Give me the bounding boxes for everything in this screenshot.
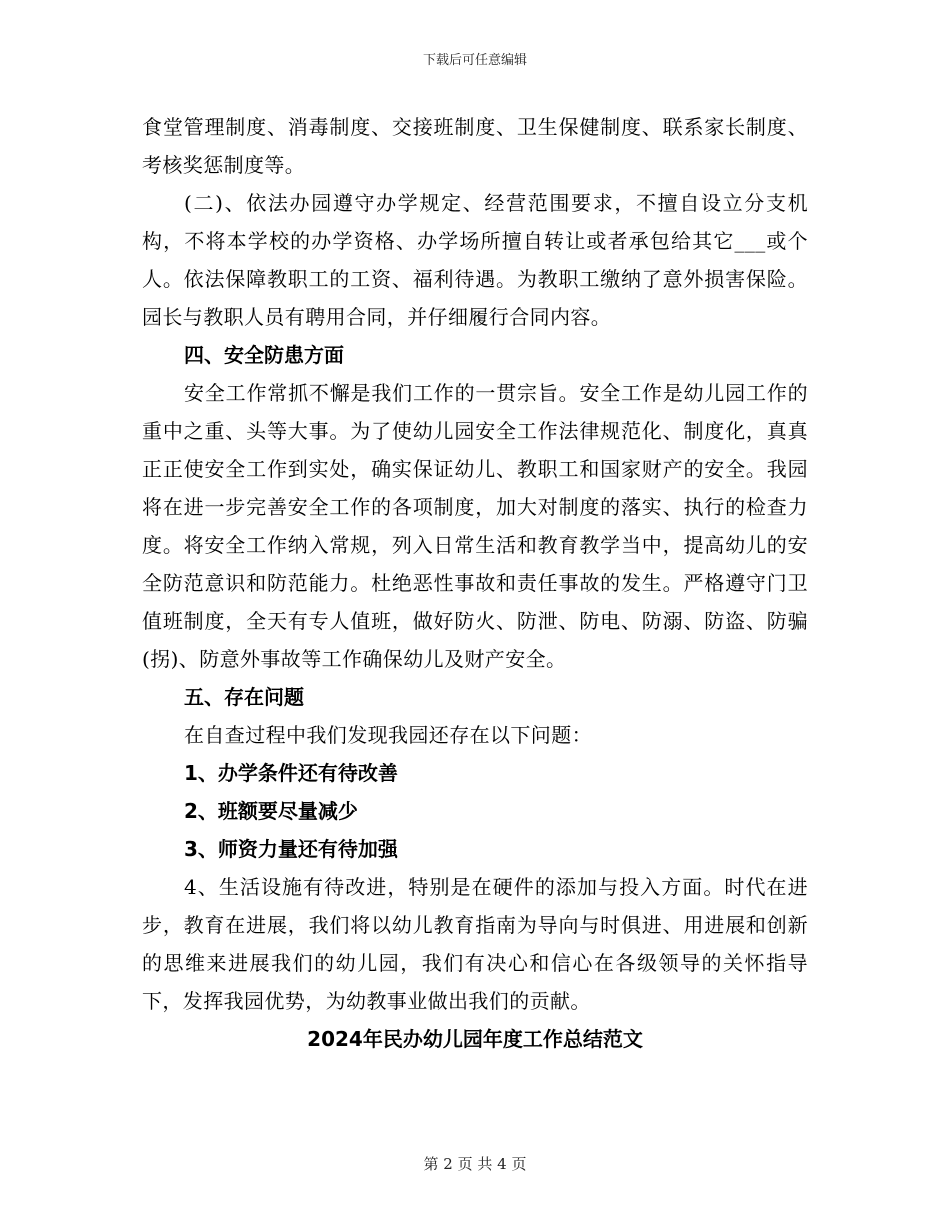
problem-item-3: 3、师资力量还有待加强	[184, 837, 398, 861]
page-footer: 第 2 页 共 4 页	[423, 1155, 527, 1173]
paragraph-rules-continued: 食堂管理制度、消毒制度、交接班制度、卫生保健制度、联系家长制度、考核奖惩制度等。	[142, 115, 808, 177]
page-header: 下载后可任意编辑	[422, 53, 527, 68]
problem-item-2: 2、班额要尽量减少	[184, 799, 358, 823]
section-heading-problems: 五、存在问题	[184, 685, 304, 709]
paragraph-problem-4: 4、生活设施有待改进，特别是在硬件的添加与投入方面。时代在进步，教育在进展，我们将以幼儿教育指南为导向与时俱进、用进展和创新的思维来进展我们的幼儿园，我们有决心和信心在各级领导的关怀指导下，发挥我园优势，为幼教事业做出我们的贡献。	[142, 875, 808, 1013]
next-document-title: 2024年民办幼儿园年度工作总结范文	[307, 1027, 643, 1051]
document-body	[142, 108, 808, 1058]
paragraph-legal-operation: (二)、依法办园遵守办学规定、经营范围要求，不擅自设立分支机构，不将本学校的办学资格、办学场所擅自转让或者承包给其它___或个人。依法保障教职工的工资、福利待遇。为教职工缴纳了意外损害保险。园长与教职人员有聘用合同，并仔细履行合同内容。	[142, 191, 808, 329]
paragraph-problems-intro: 在自查过程中我们发现我园还存在以下问题：	[184, 723, 592, 747]
paragraph-safety: 安全工作常抓不懈是我们工作的一贯宗旨。安全工作是幼儿园工作的重中之重、头等大事。为了使幼儿园安全工作法律规范化、制度化，真真正正使安全工作到实处，确实保证幼儿、教职工和国家财产的安全。我园将在进一步完善安全工作的各项制度，加大对制度的落实、执行的检查力度。将安全工作纳入常规，列入日常生活和教育教学当中，提高幼儿的安全防范意识和防范能力。杜绝恶性事故和责任事故的发生。严格遵守门卫值班制度，全天有专人值班，做好防火、防泄、防电、防溺、防盗、防骗(拐)、防意外事故等工作确保幼儿及财产安全。	[142, 381, 808, 671]
problem-item-1: 1、办学条件还有待改善	[184, 761, 398, 785]
section-heading-safety: 四、安全防患方面	[184, 343, 344, 367]
